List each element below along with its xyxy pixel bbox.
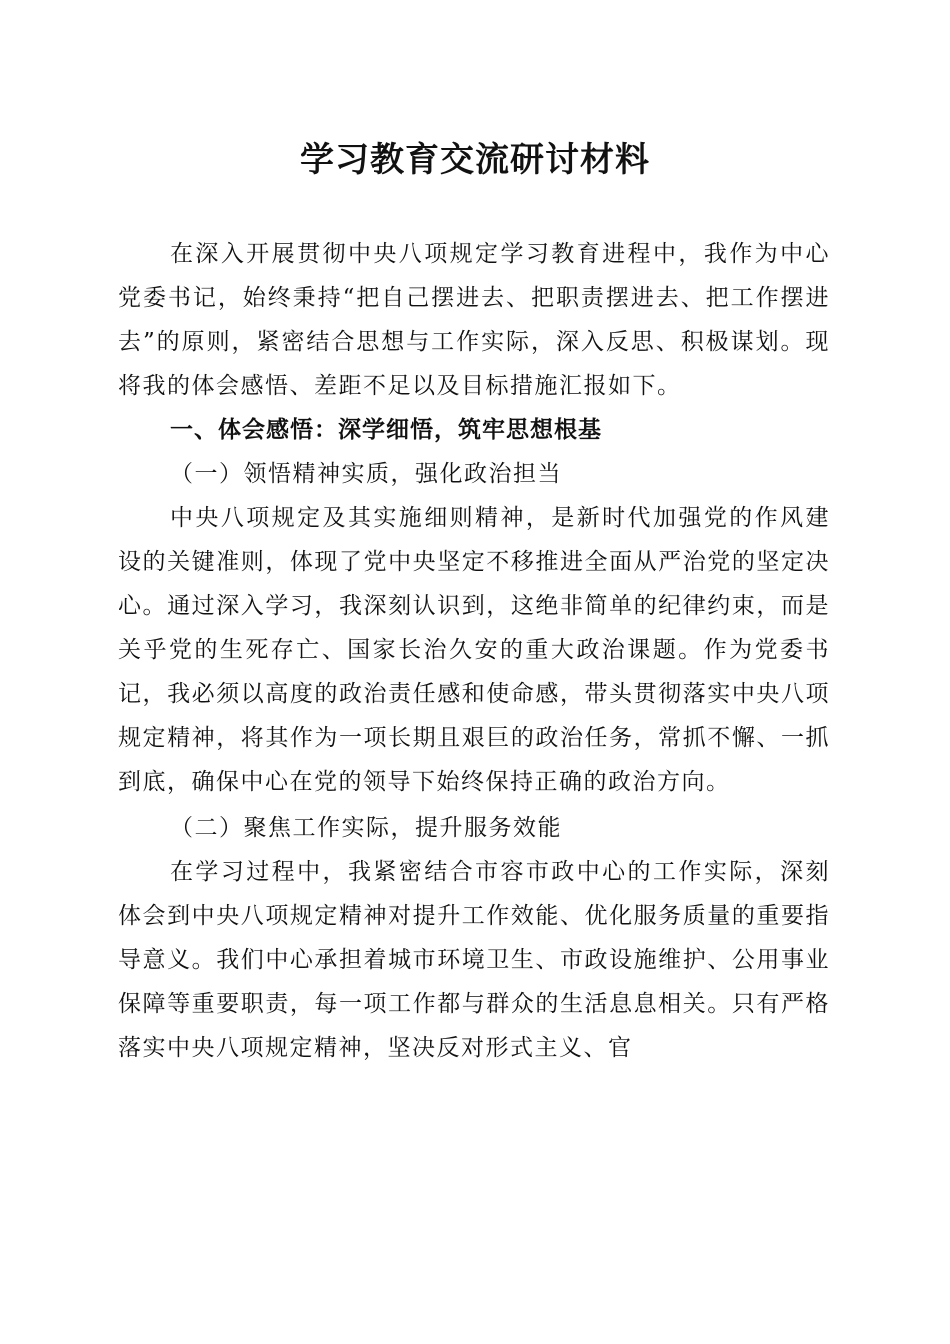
subsection-heading-1: （一）领悟精神实质，强化政治担当 bbox=[170, 461, 562, 487]
section-heading-1: 一、体会感悟：深学细悟，筑牢思想根基 bbox=[170, 417, 602, 443]
subsection-1-paragraph: 中央八项规定及其实施细则精神，是新时代加强党的作风建设的关键准则，体现了党中央坚定不移推进全面从严治党的坚定决心。通过深入学习，我深刻认识到，这绝非简单的纪律约束，而是关乎党的生死存亡、国家长治久安的重大政治课题。作为党委书记，我必须以高度的政治责任感和使命感，带头贯彻落实中央八项规定精神，将其作为一项长期且艰巨的政治任务，常抓不懈、一抓到底，确保中心在党的领导下始终保持正确的政治方向。 bbox=[118, 505, 830, 795]
subsection-2-paragraph: 在学习过程中，我紧密结合市容市政中心的工作实际，深刻体会到中央八项规定精神对提升工作效能、优化服务质量的重要指导意义。我们中心承担着城市环境卫生、市政设施维护、公用事业保障等重要职责，每一项工作都与群众的生活息息相关。只有严格落实中央八项规定精神，坚决反对形式主义、官 bbox=[118, 859, 830, 1061]
document-body bbox=[118, 232, 830, 1070]
document-title: 学习教育交流研讨材料 bbox=[300, 140, 650, 180]
subsection-heading-2: （二）聚焦工作实际，提升服务效能 bbox=[170, 815, 562, 841]
intro-paragraph: 在深入开展贯彻中央八项规定学习教育进程中，我作为中心党委书记，始终秉持“把自己摆进去、把职责摆进去、把工作摆进去”的原则，紧密结合思想与工作实际，深入反思、积极谋划。现将我的体会感悟、差距不足以及目标措施汇报如下。 bbox=[118, 241, 830, 399]
